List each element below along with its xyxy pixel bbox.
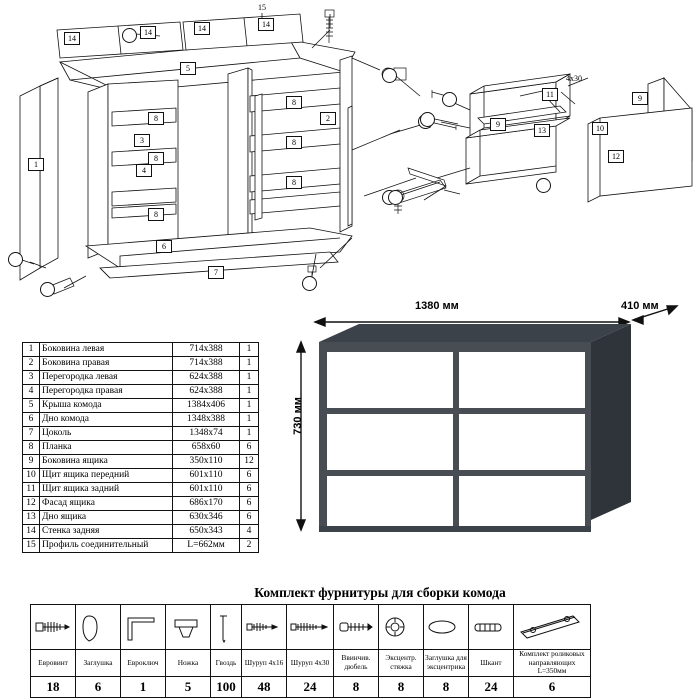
callout-4: 4 [136, 164, 152, 177]
callout-8-b: 8 [148, 152, 164, 165]
part-number: 14 [23, 525, 40, 539]
fitting-name: Эксцентр. стяжка [379, 650, 424, 677]
part-qty: 6 [240, 497, 259, 511]
euro-screw-icon [31, 605, 76, 650]
part-name: Крыша комода [40, 399, 173, 413]
table-row [23, 385, 259, 399]
part-name: Боковина правая [40, 357, 173, 371]
hardware-circle-i [442, 92, 457, 107]
callout-10: 10 [592, 122, 608, 135]
hardware-circle-f [302, 276, 317, 291]
table-row [23, 469, 259, 483]
cam-cap-icon [424, 605, 469, 650]
table-row [23, 483, 259, 497]
cap-icon [76, 605, 121, 650]
callout-14-d: 14 [258, 18, 274, 31]
callout-9-b: 9 [490, 118, 506, 131]
fitting-name: Ножка [166, 650, 211, 677]
part-qty: 6 [240, 483, 259, 497]
part-size: 624x388 [173, 371, 240, 385]
callout-15: 15 [255, 2, 269, 13]
hardware-circle-d [8, 252, 23, 267]
screw-4x16-icon [242, 605, 287, 650]
fittings-title: Комплект фурнитуры для сборки комода [254, 585, 506, 600]
part-qty: 1 [240, 371, 259, 385]
table-row [23, 497, 259, 511]
part-name: Планка [40, 441, 173, 455]
fitting-name: Заглушка для эксцентрика [424, 650, 469, 677]
callout-6: 6 [156, 240, 172, 253]
callout-11: 11 [542, 88, 558, 101]
callout-1: 1 [28, 158, 44, 171]
callout-14-b: 14 [140, 26, 156, 39]
table-row [23, 371, 259, 385]
table-row [23, 427, 259, 441]
part-size: 624x388 [173, 385, 240, 399]
part-qty: 1 [240, 343, 259, 357]
part-size: 650x343 [173, 525, 240, 539]
part-size: 630x346 [173, 511, 240, 525]
fitting-count: 24 [469, 676, 514, 697]
part-name: Перегородка правая [40, 385, 173, 399]
callout-8-f: 8 [286, 176, 302, 189]
part-size: 714x388 [173, 343, 240, 357]
fitting-count: 6 [514, 676, 591, 697]
part-number: 6 [23, 413, 40, 427]
part-size: 686x170 [173, 497, 240, 511]
parts-table [22, 342, 259, 553]
fitting-name: Гвоздь [211, 650, 242, 677]
screw-4x30-icon [287, 605, 334, 650]
callout-14-c: 14 [194, 22, 210, 35]
table-row [23, 343, 259, 357]
width-label: 1380 мм [415, 300, 459, 312]
part-number: 8 [23, 441, 40, 455]
callout-7: 7 [208, 266, 224, 279]
callout-13: 13 [534, 124, 550, 137]
fitting-name: Заглушка [76, 650, 121, 677]
fitting-name: Комплект роликовых направляющих L=350мм [514, 650, 591, 677]
part-number: 15 [23, 539, 40, 553]
fitting-name: Шуруп 4х30 [287, 650, 334, 677]
part-size: 714x388 [173, 357, 240, 371]
callout-9-a: 9 [632, 92, 648, 105]
part-name: Щит ящика задний [40, 483, 173, 497]
exploded-assembly-diagram [0, 0, 700, 300]
part-name: Профиль соединительный [40, 539, 173, 553]
height-dimension-line [285, 330, 315, 540]
fitting-count: 5 [166, 676, 211, 697]
callout-8-e: 8 [286, 136, 302, 149]
part-name: Фасад ящика [40, 497, 173, 511]
part-qty: 4 [240, 525, 259, 539]
fitting-count: 8 [334, 676, 379, 697]
part-qty: 6 [240, 511, 259, 525]
part-name: Цоколь [40, 427, 173, 441]
screw-in-dowel-icon [334, 605, 379, 650]
part-qty: 12 [240, 455, 259, 469]
part-qty: 1 [240, 357, 259, 371]
hardware-circle-g [122, 28, 137, 43]
part-name: Дно ящика [40, 511, 173, 525]
part-size: 1348x388 [173, 413, 240, 427]
callout-2: 2 [320, 112, 336, 125]
fitting-name: Евроключ [121, 650, 166, 677]
part-size: L=662мм [173, 539, 240, 553]
part-size: 1348x74 [173, 427, 240, 441]
table-row [23, 525, 259, 539]
fitting-count: 24 [287, 676, 334, 697]
height-label: 730 мм [291, 397, 304, 435]
callout-5: 5 [180, 62, 196, 75]
drawer-slide-icon [514, 605, 591, 650]
fitting-count: 18 [31, 676, 76, 697]
table-row [23, 357, 259, 371]
part-number: 1 [23, 343, 40, 357]
part-qty: 1 [240, 399, 259, 413]
part-size: 658x60 [173, 441, 240, 455]
fitting-count: 8 [424, 676, 469, 697]
part-name: Щит ящика передний [40, 469, 173, 483]
table-row [23, 399, 259, 413]
part-name: Боковина левая [40, 343, 173, 357]
part-name: Перегородка левая [40, 371, 173, 385]
fitting-count: 6 [76, 676, 121, 697]
part-name: Дно комода [40, 413, 173, 427]
dresser-body-svg [313, 320, 633, 540]
part-number: 2 [23, 357, 40, 371]
part-size: 350x110 [173, 455, 240, 469]
part-number: 4 [23, 385, 40, 399]
hardware-circle-j [536, 178, 551, 193]
callout-3: 3 [134, 134, 150, 147]
part-number: 9 [23, 455, 40, 469]
nail-icon [211, 605, 242, 650]
part-size: 1384x406 [173, 399, 240, 413]
callout-8-c: 8 [148, 208, 164, 221]
part-number: 11 [23, 483, 40, 497]
depth-label: 410 мм [621, 300, 659, 312]
fitting-name: Шкант [469, 650, 514, 677]
part-number: 13 [23, 511, 40, 525]
fitting-count: 48 [242, 676, 287, 697]
leg-icon [166, 605, 211, 650]
table-row [23, 511, 259, 525]
fitting-name: Евровинт [31, 650, 76, 677]
callout-8-a: 8 [148, 112, 164, 125]
part-size: 601x110 [173, 483, 240, 497]
table-row [23, 455, 259, 469]
part-number: 12 [23, 497, 40, 511]
exploded-drawing-svg [0, 0, 700, 300]
part-qty: 6 [240, 469, 259, 483]
hardware-circle-e [40, 282, 55, 297]
hardware-circle-h [420, 112, 435, 127]
part-qty: 1 [240, 385, 259, 399]
fitting-name: Шуруп 4х16 [242, 650, 287, 677]
part-qty: 6 [240, 441, 259, 455]
part-number: 3 [23, 371, 40, 385]
dowel-icon [469, 605, 514, 650]
fitting-name: Ввинчив. дюбель [334, 650, 379, 677]
callout-8-d: 8 [286, 96, 302, 109]
callout-12: 12 [608, 150, 624, 163]
part-name: Стенка задняя [40, 525, 173, 539]
part-number: 7 [23, 427, 40, 441]
part-number: 5 [23, 399, 40, 413]
table-row [23, 441, 259, 455]
hardware-circle-a [382, 68, 397, 83]
table-row [23, 413, 259, 427]
fitting-count: 100 [211, 676, 242, 697]
hardware-circle-k [388, 190, 403, 205]
fitting-count: 1 [121, 676, 166, 697]
fittings-table [30, 604, 591, 698]
screw-size-note: 4х30 [566, 74, 582, 83]
table-row [23, 539, 259, 553]
cam-lock-icon [379, 605, 424, 650]
part-size: 601x110 [173, 469, 240, 483]
callout-14-a: 14 [64, 32, 80, 45]
euro-key-icon [121, 605, 166, 650]
fitting-count: 8 [379, 676, 424, 697]
part-qty: 1 [240, 427, 259, 441]
part-number: 10 [23, 469, 40, 483]
part-qty: 1 [240, 413, 259, 427]
dresser-render [285, 300, 685, 560]
part-name: Боковина ящика [40, 455, 173, 469]
part-qty: 2 [240, 539, 259, 553]
